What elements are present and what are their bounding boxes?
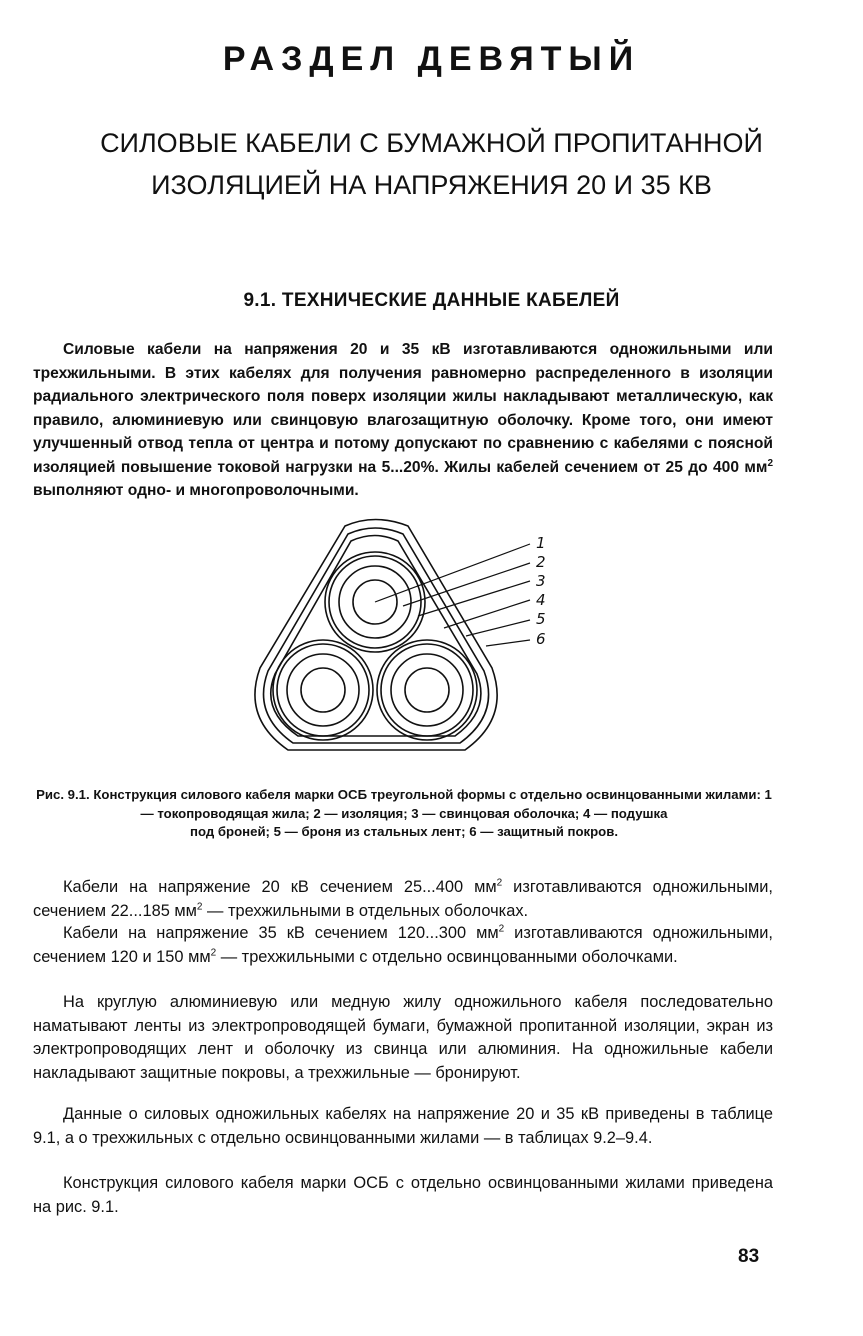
superscript: 2 bbox=[767, 457, 773, 469]
paragraph-text: Кабели на напряжение 20 кВ сечением 25...400 мм bbox=[63, 878, 497, 896]
paragraph-tables-reference: Данные о силовых одножильных кабелях на напряжение 20 и 35 кВ приведены в таблице 9.1, а о трехжильных с отдельно освинцованными жилами — в таблицах 9.2–9.4. bbox=[33, 1105, 773, 1147]
figure-label-4: 4 bbox=[536, 591, 546, 609]
figure-caption-line-1: Рис. 9.1. Конструкция силового кабеля марки ОСБ треугольной формы с отдельно освинцованными жилами: 1 — токопроводящая жила; 2 — изоляция; 3 — свинцовая оболочка; 4 — подушка bbox=[36, 787, 772, 821]
left-core-sheath bbox=[273, 640, 373, 740]
figure-label-3: 3 bbox=[536, 572, 546, 590]
cable-cross-section-figure bbox=[240, 518, 570, 778]
right-core-insulation bbox=[391, 654, 463, 726]
left-core-insulation bbox=[287, 654, 359, 726]
superscript: 2 bbox=[196, 901, 203, 913]
page-number: 83 bbox=[738, 1246, 760, 1267]
section-title: 9.1. ТЕХНИЧЕСКИЕ ДАННЫЕ КАБЕЛЕЙ bbox=[243, 290, 620, 311]
leader-line-1 bbox=[375, 544, 530, 602]
paragraph-text: — трехжильными с отдельно освинцованными оболочками. bbox=[216, 947, 678, 966]
figure-caption bbox=[33, 786, 775, 842]
figure-caption-line-2: под броней; 5 — броня из стальных лент; 6 — защитный покров. bbox=[190, 824, 618, 839]
paragraph-figure-reference: Конструкция силового кабеля марки ОСБ с отдельно освинцованными жилами приведена на рис. 9.1. bbox=[33, 1174, 773, 1216]
superscript: 2 bbox=[210, 947, 217, 959]
protective-cover-outline bbox=[255, 520, 497, 751]
left-core-conductor bbox=[301, 668, 345, 712]
leader-line-5 bbox=[466, 620, 530, 636]
part-title: РАЗДЕЛ ДЕВЯТЫЙ bbox=[222, 40, 641, 78]
right-core-sheath-inner bbox=[381, 644, 473, 736]
figure-label-2: 2 bbox=[536, 553, 546, 571]
paragraph-20kv bbox=[33, 876, 773, 923]
intro-paragraph bbox=[33, 338, 773, 503]
intro-text-a: Силовые кабели на напряжения 20 и 35 кВ изготавливаются одножильными или трехжильными. В этих кабелях для получения равномерно распределенного в изоляции радиального электрического поля поверх изоляции жилы накладывают металлическую, как правило, алюминиевую или свинцовую влагозащитную оболочку. Кроме того, они имеют улучшенный отвод тепла от центра и потому допускают по сравнению с кабелями с поясной изоляцией повышение токовой нагрузки на 5...20%. Жилы кабелей сечением от 25 до 400 мм bbox=[33, 341, 773, 476]
chapter-title-line-1: СИЛОВЫЕ КАБЕЛИ С БУМАЖНОЙ ПРОПИТАННОЙ bbox=[100, 128, 763, 158]
figure-label-6: 6 bbox=[536, 630, 546, 648]
paragraph-text: — трехжильными в отдельных оболочках. bbox=[202, 901, 529, 920]
figure-label-1: 1 bbox=[536, 534, 546, 552]
figure-label-5: 5 bbox=[536, 610, 546, 628]
paragraph-35kv bbox=[33, 922, 773, 969]
chapter-title bbox=[40, 122, 823, 206]
chapter-title-line-2: ИЗОЛЯЦИЕЙ НА НАПРЯЖЕНИЯ 20 И 35 КВ bbox=[151, 170, 712, 200]
superscript: 2 bbox=[498, 923, 505, 935]
superscript: 2 bbox=[496, 877, 503, 889]
paragraph-text: Кабели на напряжение 35 кВ сечением 120...300 мм bbox=[63, 924, 499, 942]
right-core-sheath bbox=[377, 640, 477, 740]
intro-text-b: выполняют одно- и многопроволочными. bbox=[33, 482, 359, 499]
left-core-sheath-inner bbox=[277, 644, 369, 736]
leader-line-6 bbox=[486, 640, 530, 646]
right-core-conductor bbox=[405, 668, 449, 712]
paragraph-construction: На круглую алюминиевую или медную жилу одножильного кабеля последовательно наматывают ленты из электропроводящей бумаги, бумажной пропитанной изоляции, экран из электропроводящих лент и оболочку из свинца или алюминия. На одножильные кабели накладывают защитные покровы, а трехжильные — бронируют. bbox=[33, 993, 773, 1082]
paragraph-text: изготавливаются одножильными, сечением 120 и 150 мм bbox=[33, 924, 773, 966]
paragraph-text: изготавливаются одножильными, сечением 22...185 мм bbox=[33, 878, 773, 920]
